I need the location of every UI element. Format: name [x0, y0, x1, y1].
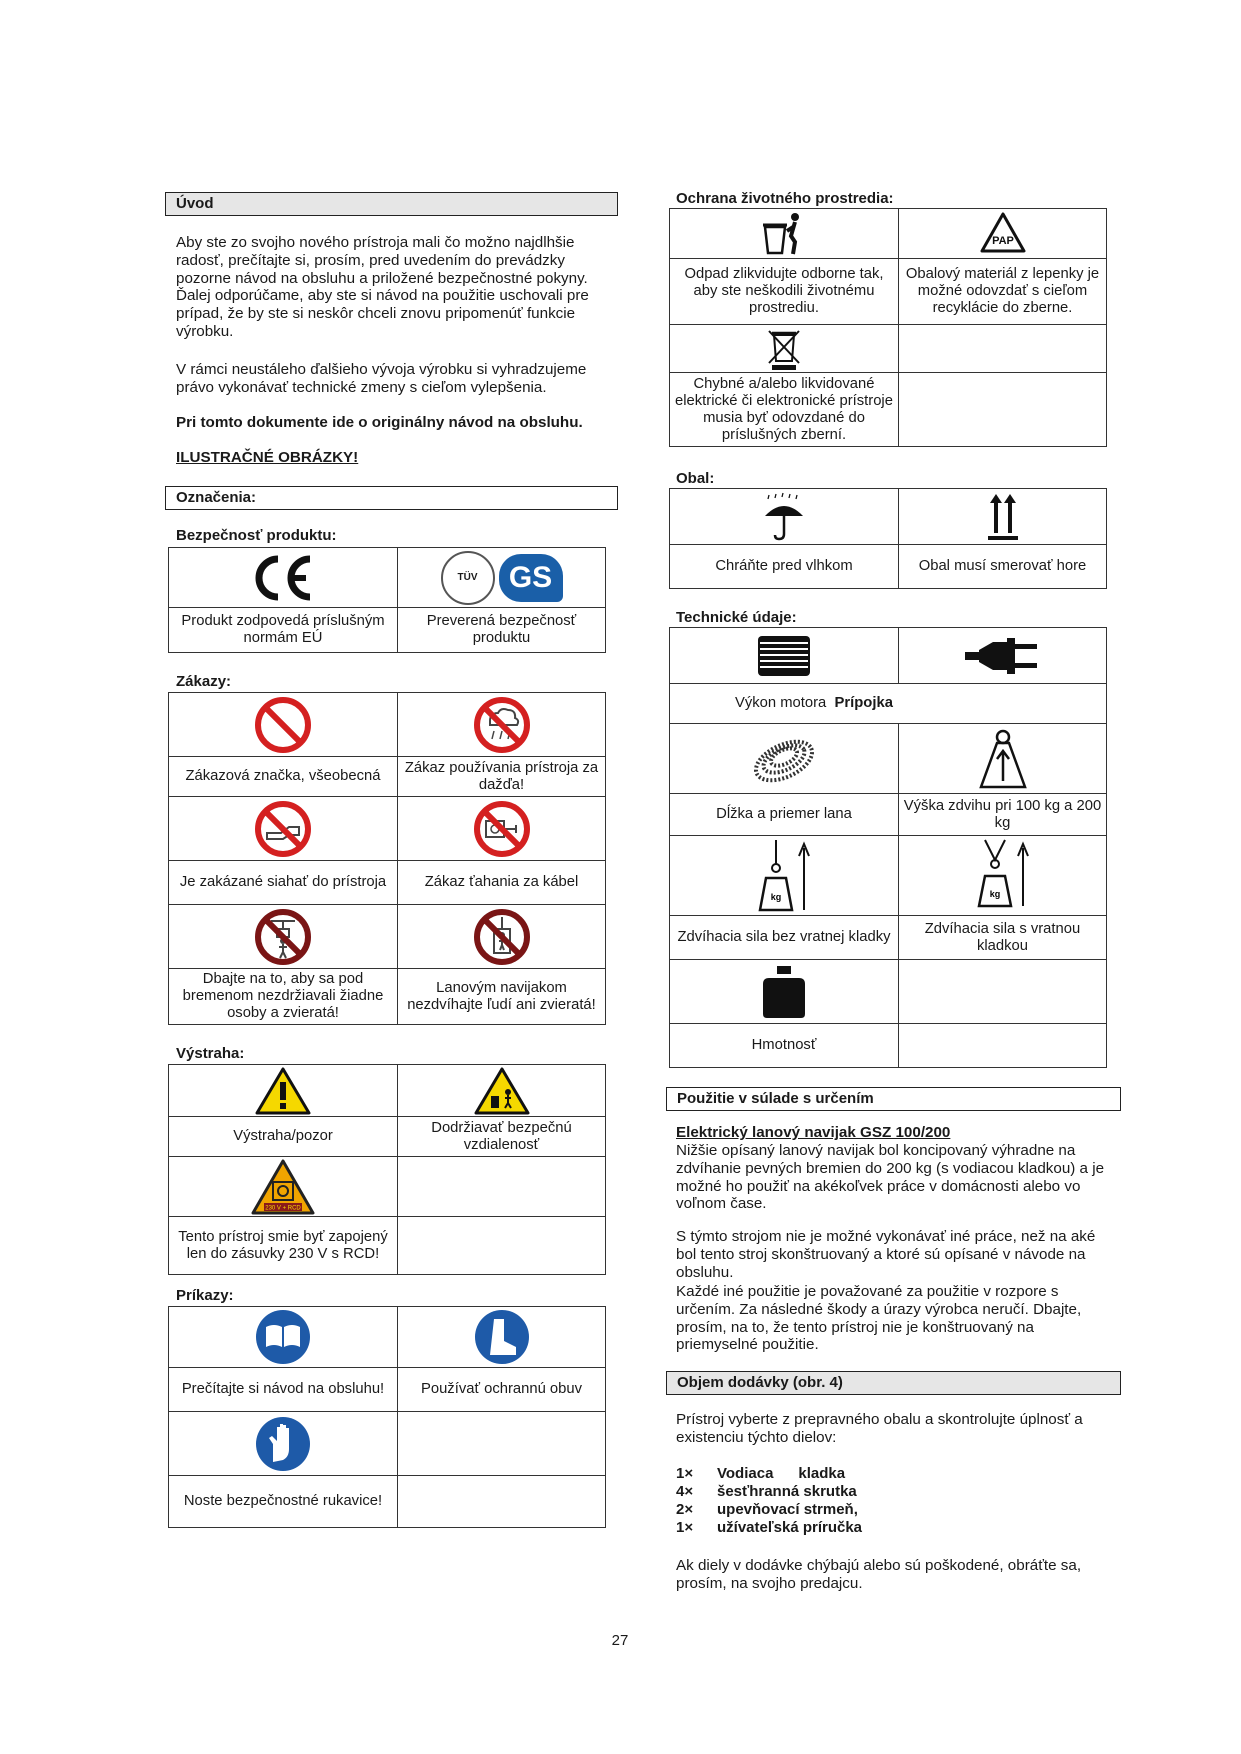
kg-label: kg [989, 888, 1000, 899]
prohibition-general-cell [169, 693, 398, 757]
warnings-title: Výstraha: [176, 1045, 245, 1062]
gs-mark-label: Preverená bezpečnosť produktu [398, 608, 606, 653]
no-rain-label: Zákaz používania prístroja za dažďa! [398, 757, 606, 797]
empty-cell [398, 1217, 606, 1275]
lift-force-no-pulley-cell [670, 836, 899, 916]
section-header-uvod: Úvod [165, 192, 618, 216]
no-rain-use-icon [472, 695, 532, 755]
lifting-force-without-pulley-icon [752, 838, 816, 914]
lift-force-pulley-label: Zdvíhacia sila s vratnou kladkou [899, 916, 1107, 960]
list-item [676, 1519, 862, 1537]
no-reach-cell [169, 797, 398, 861]
waste-bin-icon [759, 211, 809, 257]
read-manual-label: Prečítajte si návod na obsluhu! [169, 1368, 398, 1412]
weight-cell [670, 960, 899, 1024]
item-name: šesťhranná skrutka [717, 1483, 857, 1500]
empty-cell [899, 1024, 1107, 1068]
mandatory-title: Príkazy: [176, 1287, 234, 1304]
gs-mark-cell [398, 548, 606, 608]
motor-icon [752, 632, 816, 680]
rcd-label-text: 230 V + RCD [265, 1205, 301, 1211]
list-item [676, 1465, 862, 1483]
item-qty: 1× [676, 1519, 694, 1536]
weee-crossed-bin-icon [764, 327, 804, 371]
read-manual-cell [169, 1307, 398, 1368]
ce-mark-icon [248, 553, 318, 603]
no-persons-under-load-icon [253, 907, 313, 967]
prohibition-general-icon [253, 695, 313, 755]
motor-power-label: Výkon motora [735, 695, 827, 711]
safety-shoes-label: Používať ochrannú obuv [398, 1368, 606, 1412]
this-side-up-cell [899, 489, 1107, 545]
pap-recycle-cell [899, 209, 1107, 259]
rcd-warning-cell [169, 1157, 398, 1217]
umbrella-keep-dry-icon [761, 492, 807, 542]
safe-distance-icon [473, 1066, 531, 1116]
delivery-intro: Prístroj vyberte z prepravného obalu a skontrolujte úplnosť a existenciu týchto dielov: [676, 1411, 1083, 1446]
safe-distance-cell [398, 1065, 606, 1117]
weee-cell [670, 325, 899, 373]
packaging-table [669, 488, 1107, 589]
gloves-cell [169, 1412, 398, 1476]
dispose-properly-label: Odpad zlikvidujte odborne tak, aby ste neškodili životnému prostrediu. [670, 259, 899, 325]
lift-force-pulley-cell [899, 836, 1107, 916]
kg-label: kg [770, 891, 782, 902]
empty-cell [398, 1476, 606, 1528]
lift-height-icon [975, 727, 1031, 791]
no-cable-pull-cell [398, 797, 606, 861]
mandatory-table [168, 1306, 606, 1528]
gloves-label: Noste bezpečnostné rukavice! [169, 1476, 398, 1528]
illustration-note: ILUSTRAČNÉ OBRÁZKY! [176, 449, 359, 466]
lifting-force-with-pulley-icon [971, 838, 1035, 914]
page-number: 27 [611, 1632, 629, 1649]
general-warning-cell [169, 1065, 398, 1117]
weee-label: Chybné a/alebo likvidované elektrické či elektronické prístroje musia byť odovzdané do príslušných zberní. [670, 373, 899, 447]
lift-height-cell [899, 724, 1107, 794]
environment-table [669, 208, 1107, 447]
safety-shoes-cell [398, 1307, 606, 1368]
lift-force-no-pulley-label: Zdvíhacia sila bez vratnej kladky [670, 916, 899, 960]
no-cable-pull-icon [472, 799, 532, 859]
rope-cell [670, 724, 899, 794]
intended-use-paragraph-1: Nižšie opísaný lanový navijak bol koncipovaný výhradne na zdvíhanie pevných bremien do 200 kg (s vodiacou kladkou) a je možné ho použiť na akékoľvek práce v domácnosti alebo vo voľnom čase. [676, 1142, 1105, 1213]
pap-recycle-icon [978, 211, 1028, 257]
weight-label: Hmotnosť [670, 1024, 899, 1068]
dispose-properly-cell [670, 209, 899, 259]
prohibition-general-label: Zákazová značka, všeobecná [169, 757, 398, 797]
item-name: upevňovací strmeň, [717, 1501, 858, 1518]
delivery-list [676, 1465, 862, 1537]
safety-shoes-icon [472, 1307, 532, 1367]
no-lifting-people-label: Lanovým navijakom nezdvíhajte ľudí ani zvieratá! [398, 969, 606, 1025]
prohibitions-table [168, 692, 606, 1025]
original-manual-note: Pri tomto dokumente ide o originálny návod na obsluhu. [176, 414, 583, 431]
no-lifting-people-icon [472, 907, 532, 967]
motor-power-cell [670, 628, 899, 684]
no-reach-in-icon [253, 799, 313, 859]
no-reach-label: Je zakázané siahať do prístroja [169, 861, 398, 905]
list-item [676, 1501, 862, 1519]
lift-height-label: Výška zdvihu pri 100 kg a 200 kg [899, 794, 1107, 836]
ce-mark-cell [169, 548, 398, 608]
no-rain-cell [398, 693, 606, 757]
intended-use-paragraph-2: S týmto strojom nie je možné vykonávať iné práce, než na aké bol tento stroj skonštruovaný a ktoré sú opísané v návode na obsluhu. [676, 1228, 1096, 1281]
item-name: Vodiaca kladka [717, 1465, 846, 1482]
keep-dry-cell [670, 489, 899, 545]
empty-cell [899, 325, 1107, 373]
warning-triangle-icon [254, 1066, 312, 1116]
development-paragraph: V rámci neustáleho ďalšieho vývoja výrobku si vyhradzujeme právo vykonávať technické zmeny s cieľom vylepšenia. [176, 361, 587, 396]
safe-distance-label: Dodržiavať bezpečnú vzdialenosť [398, 1117, 606, 1157]
pap-label-text: PAP [991, 234, 1014, 247]
rope-length-label: Dĺžka a priemer lana [670, 794, 899, 836]
empty-cell [398, 1157, 606, 1217]
product-safety-title: Bezpečnosť produktu: [176, 527, 337, 544]
power-plug-icon [963, 632, 1043, 680]
rope-coil-icon [748, 727, 820, 791]
section-header-scope-of-delivery: Objem dodávky (obr. 4) [666, 1371, 1121, 1395]
section-header-oznacenia: Označenia: [165, 486, 618, 510]
tuv-logo-icon: TÜV [441, 551, 495, 605]
no-lifting-people-cell [398, 905, 606, 969]
warnings-table [168, 1064, 606, 1275]
intended-use-paragraph-3: Každé iné použitie je považované za použitie v rozpore s určením. Za následné škody a úrazy výrobca neručí. Dbajte, prosím, na to, že tento prístroj nie je konštruovaný na priemyselné použitie. [676, 1283, 1082, 1354]
item-name: užívateľská príručka [717, 1519, 863, 1536]
gs-logo-icon: GS [499, 554, 563, 602]
intended-use-subtitle: Elektrický lanový navijak GSZ 100/200 [676, 1124, 951, 1141]
environment-title: Ochrana životného prostredia: [676, 190, 894, 207]
read-manual-icon [253, 1307, 313, 1367]
packaging-title: Obal: [676, 470, 715, 487]
this-side-up-icon [983, 492, 1023, 542]
motor-power-row [670, 684, 1107, 724]
list-item [676, 1483, 862, 1501]
delivery-outro: Ak diely v dodávke chýbajú alebo sú poškodené, obráťte sa, prosím, na svojho predajcu. [676, 1557, 1082, 1592]
this-side-up-label: Obal musí smerovať hore [899, 545, 1107, 589]
connection-label: Prípojka [834, 695, 893, 711]
ce-mark-label: Produkt zodpovedá príslušným normám EÚ [169, 608, 398, 653]
no-cable-pull-label: Zákaz ťahania za kábel [398, 861, 606, 905]
item-qty: 2× [676, 1501, 694, 1518]
empty-cell [899, 373, 1107, 447]
technical-data-table [669, 627, 1107, 1068]
empty-cell [398, 1412, 606, 1476]
item-qty: 4× [676, 1483, 694, 1500]
safety-gloves-icon [253, 1414, 313, 1474]
weight-icon [759, 964, 809, 1020]
no-persons-under-load-label: Dbajte na to, aby sa pod bremenom nezdržiavali žiadne osoby a zvieratá! [169, 969, 398, 1025]
rcd-warning-label: Tento prístroj smie byť zapojený len do zásuvky 230 V s RCD! [169, 1217, 398, 1275]
keep-dry-label: Chráňte pred vlhkom [670, 545, 899, 589]
no-persons-under-load-cell [169, 905, 398, 969]
intro-paragraph: Aby ste zo svojho nového prístroja mali čo možno najdlhšie radosť, prečítajte si, prosím, pred uvedením do prevádzky pozorne návod na obsluhu a priložené bezpečnostné pokyny. Ďalej odporúčame, aby ste si návod na použitie uschovali pre prípad, že by ste si neskôr chceli znovu pripomenúť funkcie výrobku. [176, 234, 589, 340]
rcd-socket-warning-icon [250, 1158, 316, 1216]
prohibitions-title: Zákazy: [176, 673, 232, 690]
technical-data-title: Technické údaje: [676, 609, 797, 626]
pap-recycle-label: Obalový materiál z lepenky je možné odovzdať s cieľom recyklácie do zberne. [899, 259, 1107, 325]
connection-cell [899, 628, 1107, 684]
general-warning-label: Výstraha/pozor [169, 1117, 398, 1157]
empty-cell [899, 960, 1107, 1024]
product-safety-table [168, 547, 606, 653]
item-qty: 1× [676, 1465, 694, 1482]
section-header-intended-use: Použitie v súlade s určením [666, 1087, 1121, 1111]
